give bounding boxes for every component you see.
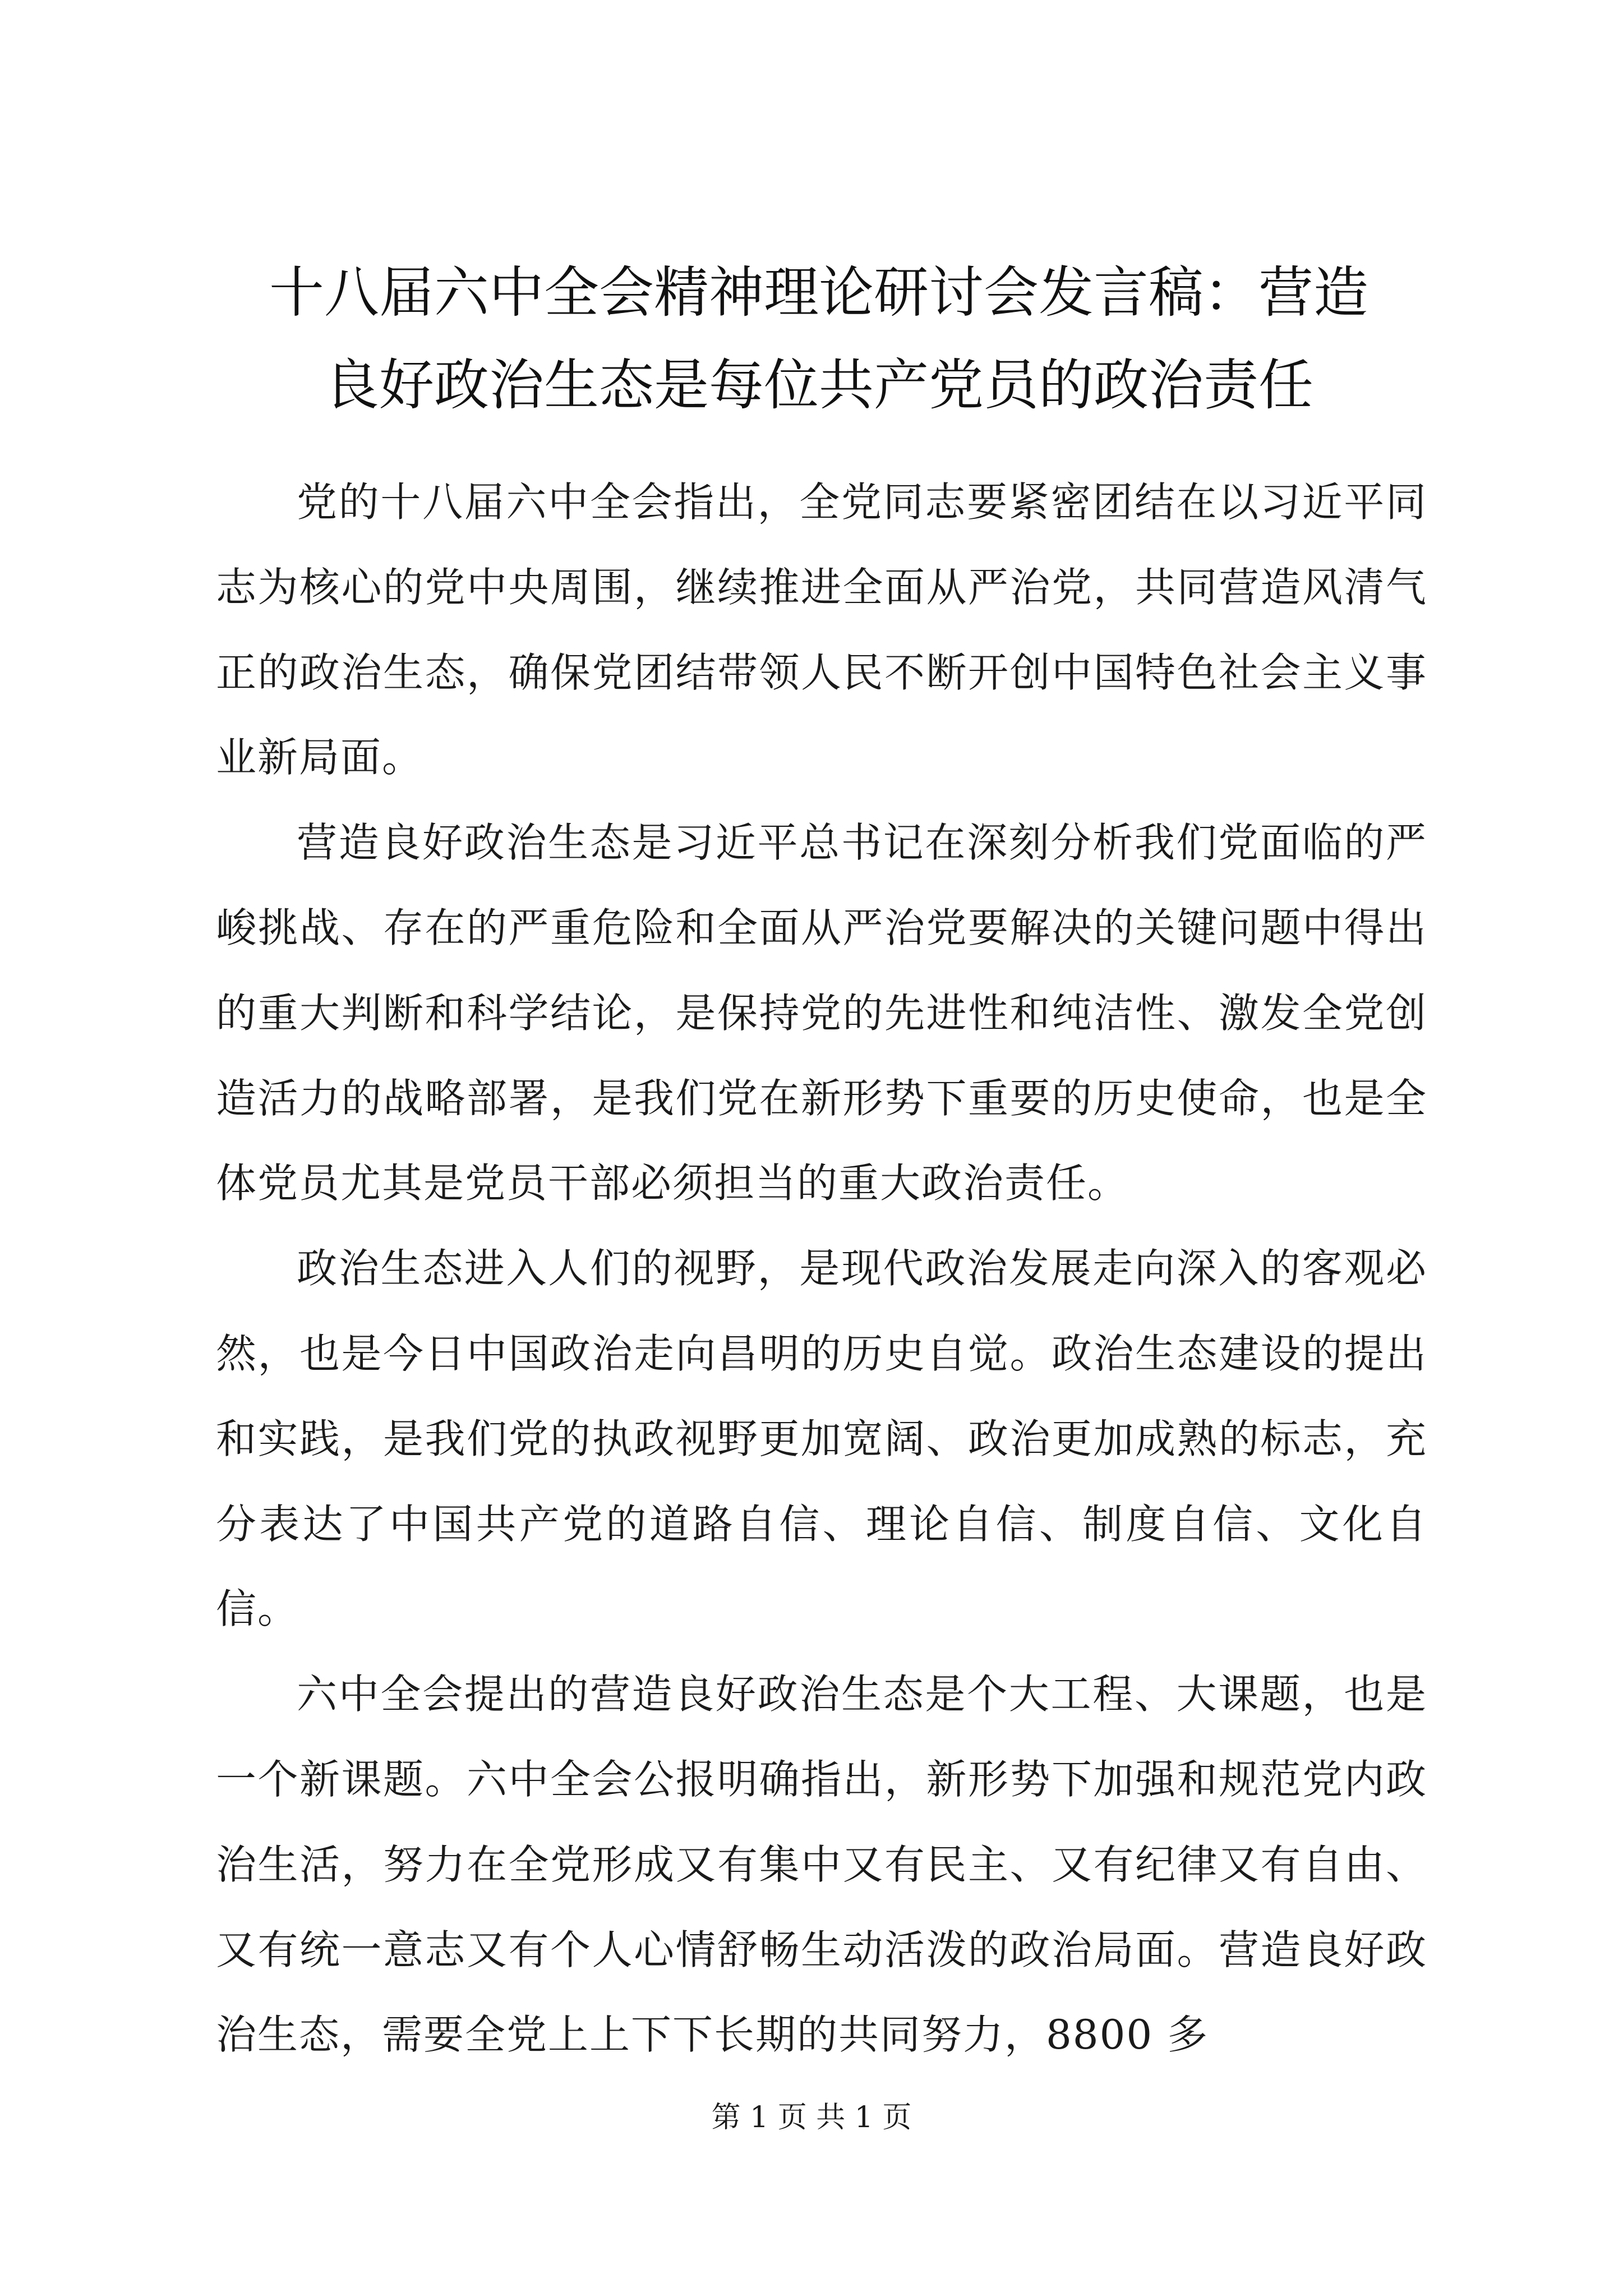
title-line-2: 良好政治生态是每位共产党员的政治责任: [324, 353, 1313, 417]
page-footer: 第 1 页 共 1 页: [711, 2101, 912, 2134]
title-line-1: 十八届六中全会精神理论研讨会发言稿：营造: [269, 261, 1368, 325]
paragraph-4: 六中全会提出的营造良好政治生态是个大工程、大课题，也是一个新课题。六中全会公报明确指出，新形势下加强和规范党内政治生活，努力在全党形成又有集中又有民主、又有纪律又有自由、又有统一意志又有个人心情舒畅生动活泼的政治局面。营造良好政治生态，需要全党上上下下长期的共同努力，8800 多: [216, 1671, 1427, 2059]
document-body: [216, 460, 1427, 2078]
paragraph-2: 营造良好政治生态是习近平总书记在深刻分析我们党面临的严峻挑战、存在的严重危险和全面从严治党要解决的关键问题中得出的重大判断和科学结论，是保持党的先进性和纯洁性、激发全党创造活力的战略部署，是我们党在新形势下重要的历史使命，也是全体党员尤其是党员干部必须担当的重大政治责任。: [216, 819, 1427, 1207]
page-title: [185, 247, 1453, 432]
paragraph-3: 政治生态进入人们的视野，是现代政治发展走向深入的客观必然，也是今日中国政治走向昌明的历史自觉。政治生态建设的提出和实践，是我们党的执政视野更加宽阔、政治更加成熟的标志，充分表达了中国共产党的道路自信、理论自信、制度自信、文化自信。: [216, 1245, 1427, 1633]
paragraph-1: 党的十八届六中全会指出，全党同志要紧密团结在以习近平同志为核心的党中央周围，继续推进全面从严治党，共同营造风清气正的政治生态，确保党团结带领人民不断开创中国特色社会主义事业新局面。: [216, 478, 1427, 781]
